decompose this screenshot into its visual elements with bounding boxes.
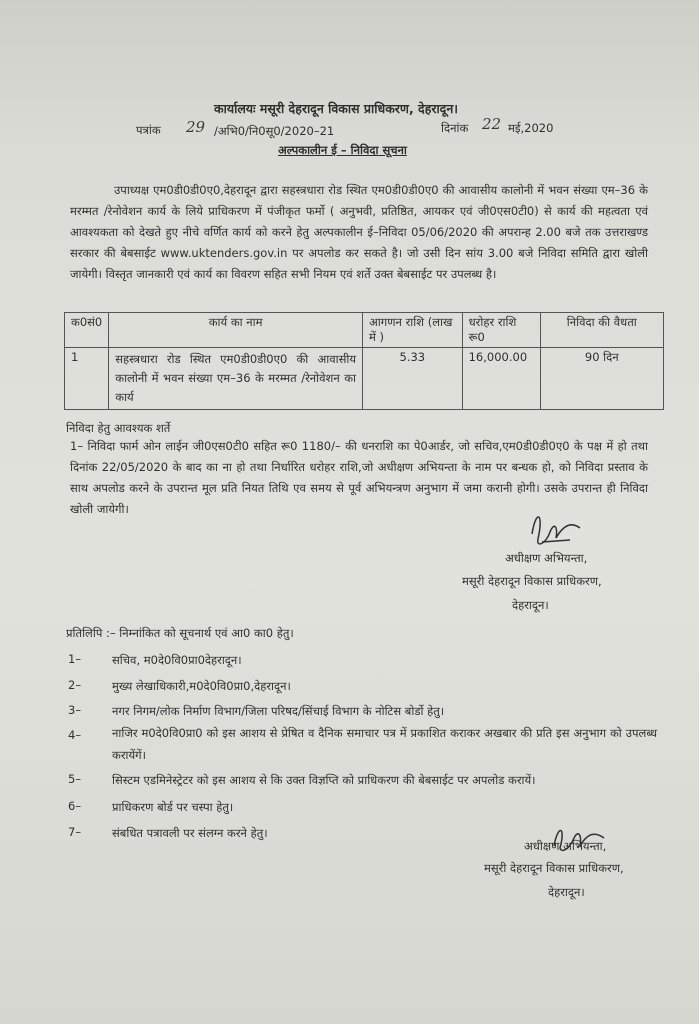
sig2-organization: मसूरी देहरादून विकास प्राधिकरण, <box>484 861 624 875</box>
list-item-number: 1– <box>68 652 82 666</box>
signature-mark <box>524 504 584 554</box>
cell-sno: 1 <box>65 348 109 410</box>
dinank-label: दिनांक <box>441 121 469 135</box>
copy-title: प्रतिलिपि :– निम्नांकित को सूचनार्थ एवं आ0 का0 हेतु। <box>66 626 294 640</box>
list-item-number: 3– <box>68 703 82 717</box>
list-item: नगर निगम/लोक निर्माण विभाग/जिला परिषद/सिंचाई विभाग के नोटिस बोर्डो हेतु। <box>112 704 445 718</box>
list-item: प्राधिकरण बोर्ड पर चस्पा हेतु। <box>112 800 234 814</box>
list-item: सिस्टम एडमिनेस्ट्रेटर को इस आशय से कि उक्त विज्ञप्ति को प्राधिकरण की बेबसाईट पर अपलोड करायें। <box>112 773 536 787</box>
sig2-place: देहरादून। <box>548 885 585 899</box>
col-header-sno: क0सं0 <box>65 313 109 348</box>
notice-subject: अल्पकालीन ई – निविदा सूचना <box>278 143 407 157</box>
cell-work-name: सहस्त्रधारा रोड स्थित एम0डी0डी0ए0 की आवासीय कालोनी में भवन संख्या एम–36 के मरम्मत /रेनोवेशन का कार्य <box>109 348 363 410</box>
conditions-text: 1– निविदा फार्म ओन लाईन जी0एस0टी0 सहित रू0 1180/– की धनराशि का पे0आर्डर, जो सचिव,एम0डी0डी0ए0 के पक्ष में हो तथा दिनांक 22/05/2020 के बाद का ना हो तथा निर्धारित धरोहर राशि,जो अधीक्षण अभियन्ता के नाम पर बन्धक हो, को निविदा प्रस्ताव के साथ अपलोड करने के उपरान्त मूल प्रति नियत तिथि एव समय से पूर्व अभियन्त्रण अनुभाग में जमा करानी होगी। उसके उपरान्त ही निविदा खोली जायेगी। <box>70 439 648 516</box>
col-header-validity: निविदा की वैधता <box>540 313 663 348</box>
tender-table <box>64 312 664 410</box>
office-heading: कार्यालयः मसूरी देहरादून विकास प्राधिकरण, देहरादून। <box>214 101 458 116</box>
list-item-number: 2– <box>68 678 82 692</box>
patrank-ref: /अभि0/नि0सू0/2020–21 <box>214 124 335 138</box>
col-header-estimate: आगणन राशि (लाख में ) <box>363 313 463 348</box>
sig1-place: देहरादून। <box>512 598 549 612</box>
list-item-number: 7– <box>68 825 82 839</box>
conditions-title: निविदा हेतु आवश्यक शर्ते <box>66 421 171 435</box>
dinank-day: 22 <box>482 115 502 133</box>
intro-paragraph: उपाध्यक्ष एम0डी0डी0ए0,देहरादून द्वारा सहस्त्रधारा रोड स्थित एम0डी0डी0ए0 की आवासीय कालोनी में भवन संख्या एम–36 के मरम्मत /रेनोवेशन कार्य के लिये प्राधिकरण में पंजीकृत फर्मो ( अनुभवी, प्रतिष्ठित, आयकर एवं जी0एस0टी0) से कार्य की महत्वता एवं आवश्यकता को देखते हुए नीचे वर्णित कार्य को करने हेतु अल्पकालीन ई–निविदा 05/06/2020 की अपरान्ह 2.00 बजे तक उत्तराखण्ड सरकार की बेबसाईट www.uktenders.gov.in पर अपलोड कर सकते है। जो उसी दिन सांय 3.00 बजे निविदा समिति द्वारा खोली जायेगी। विस्तृत जानकारी एवं कार्य का विवरण सहित सभी नियम एवं शर्ते उक्त बेबसाईट पर उपलब्ध है। <box>70 183 648 281</box>
dinank-month-year: मई,2020 <box>508 121 554 135</box>
list-item-number: 6– <box>68 799 82 813</box>
list-item: नाजिर म0दे0वि0प्रा0 को इस आशय से प्रेषित व दैनिक समाचार पत्र में प्रकाशित कराकर अखबार की प्रति इस अनुभाग को उपलब्ध करायेंगें। <box>112 726 657 762</box>
table-header-row <box>65 313 664 348</box>
list-item: संबधित पत्रावली पर संलग्न करने हेतु। <box>112 826 268 840</box>
sig1-organization: मसूरी देहरादून विकास प्राधिकरण, <box>462 574 602 588</box>
col-header-work-name: कार्य का नाम <box>109 313 363 348</box>
list-item-number: 5– <box>68 772 82 786</box>
col-header-deposit: धरोहर राशि रू0 <box>462 313 540 348</box>
sig1-designation: अधीक्षण अभियन्ता, <box>505 551 588 565</box>
cell-validity: 90 दिन <box>540 348 663 410</box>
list-item-number: 4– <box>68 728 82 742</box>
cell-estimate: 5.33 <box>363 348 463 410</box>
list-item: मुख्य लेखाधिकारी,म0दे0वि0प्रा0,देहरादून। <box>112 679 291 693</box>
sig2-designation: अधीक्षण अभियन्ता, <box>524 839 607 853</box>
patrank-number: 29 <box>186 118 206 136</box>
list-item: सचिव, म0दे0वि0प्रा0देहरादून। <box>112 653 242 667</box>
table-row <box>65 348 664 410</box>
cell-deposit: 16,000.00 <box>462 348 540 410</box>
patrank-label: पत्रांक <box>136 123 161 137</box>
